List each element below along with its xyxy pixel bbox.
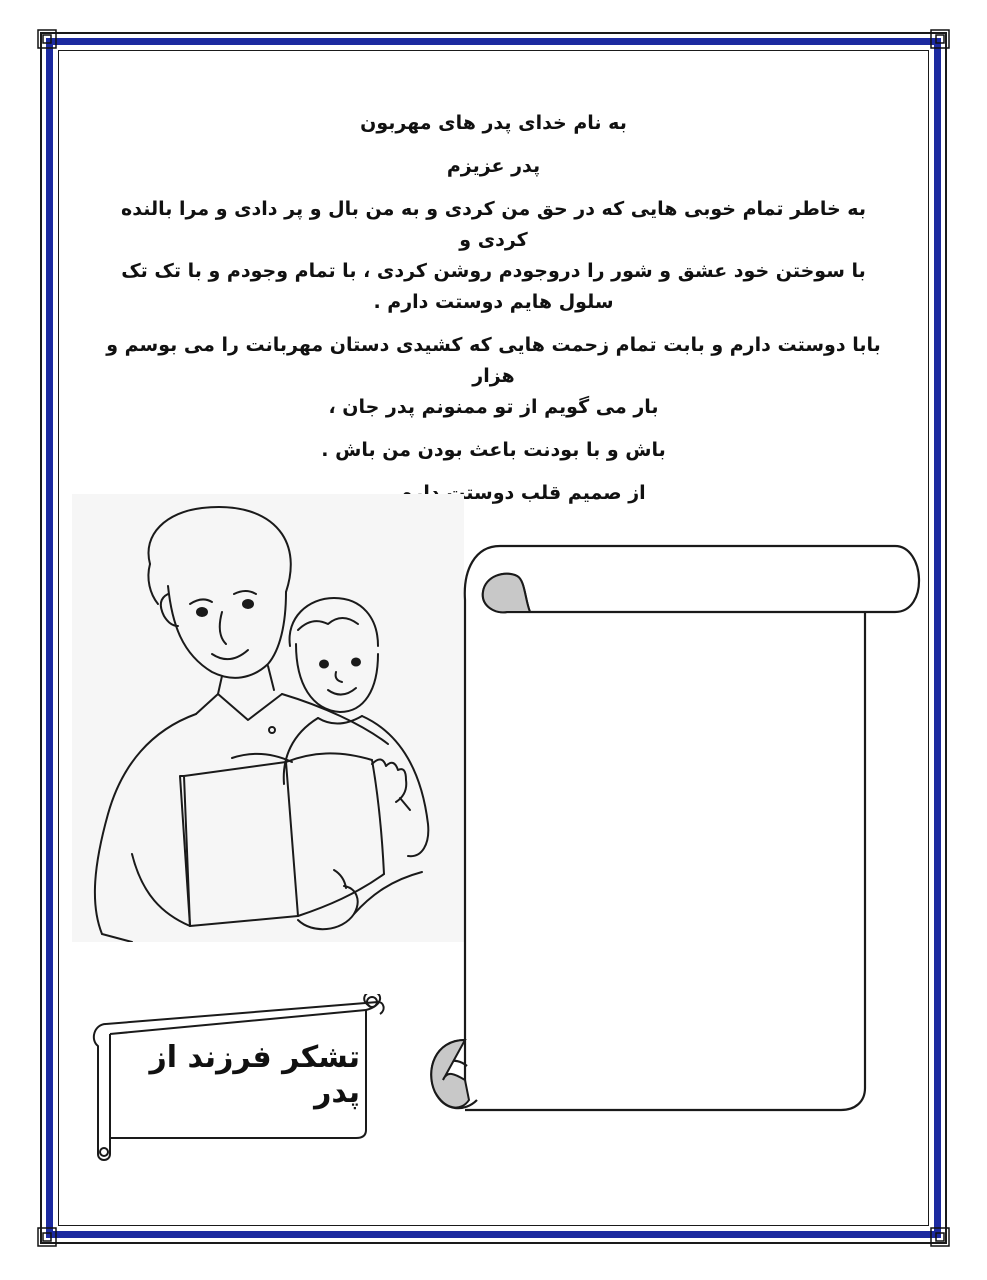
poem-line: با سوختن خود عشق و شور را درو‌جودم روشن کردی ، با تمام وجودم و با تک تک [121,260,866,282]
poem-line: بابا دوستت دارم و بابت تمام زحمت هایی که کشیدی دستان مهربانت را می بوسم و هزار [106,334,881,387]
poem-text [100,108,887,509]
poem-line: سلول هایم دوستت دارم . [373,291,614,313]
blank-scroll-frame [395,540,935,1120]
corner-ornament-top-left [36,28,58,50]
caption-title: تشکر فرزند از پدر [149,1040,360,1110]
corner-ornament-top-right [929,28,951,50]
corner-ornament-bottom-left [36,1226,58,1248]
poem-closing: از صمیم قلب دوستت دارم ....... [341,482,646,504]
poem-title: به نام خدای پدر های مهربون [360,112,627,134]
poem-salutation: پدر عزیزم [446,155,541,177]
poem-line: بار می گویم از تو ممنونم پدر جان ، [328,396,659,418]
poem-line: به خاطر تمام خوبی هایی که در حق من کردی و به من بال و پر دادی و مرا بالنده کردی و [121,198,866,251]
corner-ornament-bottom-right [929,1226,951,1248]
poem-line: باش و با بودنت باعث بودن من باش . [321,439,666,461]
